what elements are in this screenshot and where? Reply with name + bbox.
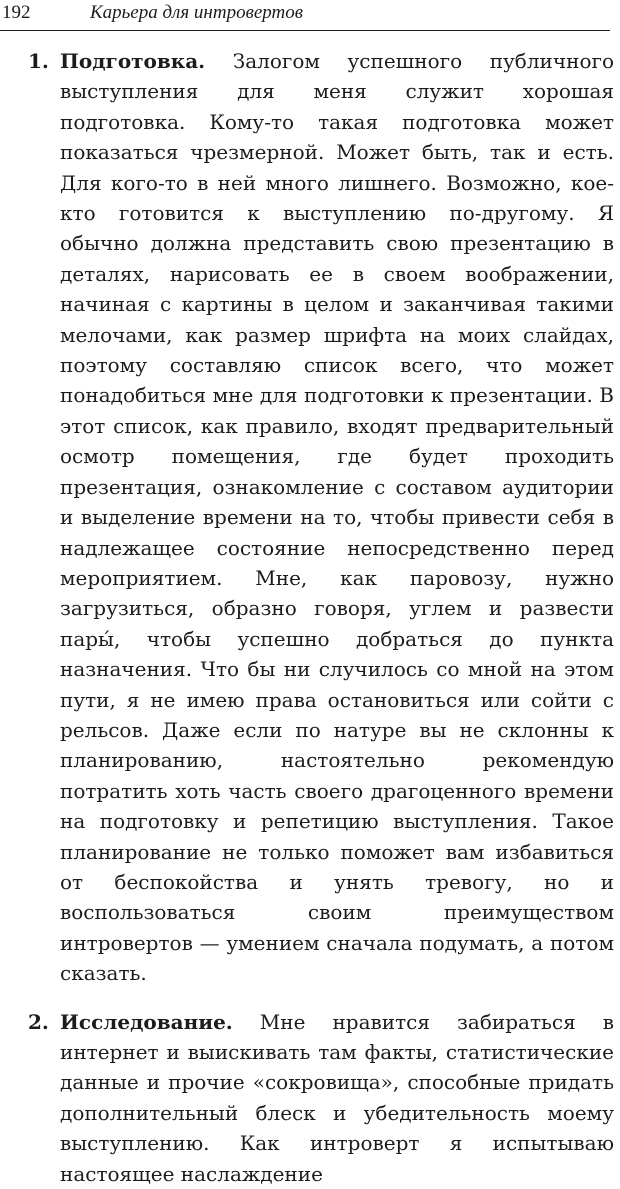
list-item-number: 2. <box>28 1009 49 1034</box>
list-item <box>28 46 614 989</box>
page-body <box>28 46 614 1189</box>
running-title: Карьера для интровертов <box>90 2 303 23</box>
list-item-body: Мне нравится забираться в интернет и выискивать там факты, статистические данные и прочие «сокровища», способные придать дополнительный блеск и убедительность моему выступлению. Как интроверт я испытываю настоящее наслаждение <box>60 1009 614 1186</box>
list-item-paragraph <box>60 46 614 989</box>
page-number: 192 <box>2 2 31 23</box>
list-item-number: 1. <box>28 49 49 73</box>
list-item <box>28 1007 614 1189</box>
list-item-heading: Подготовка. <box>60 49 206 73</box>
list-item-paragraph <box>60 1007 614 1189</box>
running-header <box>0 0 610 31</box>
list-item-body: Залогом успешного публичного выступления для меня служит хорошая подготовка. Кому-то такая подготовка может показаться чрезмерной. Может быть, так и есть. Для кого-то в ней много лишнего. Возможно, кое-кто готовится к выступлению по-другому. Я обычно должна представить свою презентацию в деталях, нарисовать ее в своем воображении, начиная с картины в целом и заканчивая такими мелочами, как размер шрифта на моих слайдах, поэтому составляю список всего, что может понадобиться мне для подготовки к презентации. В этот список, как правило, входят предварительный осмотр помещения, где будет проходить презентация, ознакомление с составом аудитории и выделение времени на то, чтобы привести себя в надлежащее состояние непосредственно перед мероприятием. Мне, как паровозу, нужно загрузиться, образно говоря, углем и развести пары́, чтобы успешно добраться до пункта назначения. Что бы ни случилось со мной на этом пути, я не имею права остановиться или сойти с рельсов. Даже если по натуре вы не склонны к планированию, настоятельно рекомендую потратить хоть часть своего драгоценного времени на подготовку и репетицию выступления. Такое планирование не только поможет вам избавиться от беспокойства и унять тревогу, но и воспользоваться своим преимуществом интровертов — умением сначала подумать, а потом сказать. <box>60 49 614 986</box>
list-item-heading: Исследование. <box>60 1009 233 1034</box>
